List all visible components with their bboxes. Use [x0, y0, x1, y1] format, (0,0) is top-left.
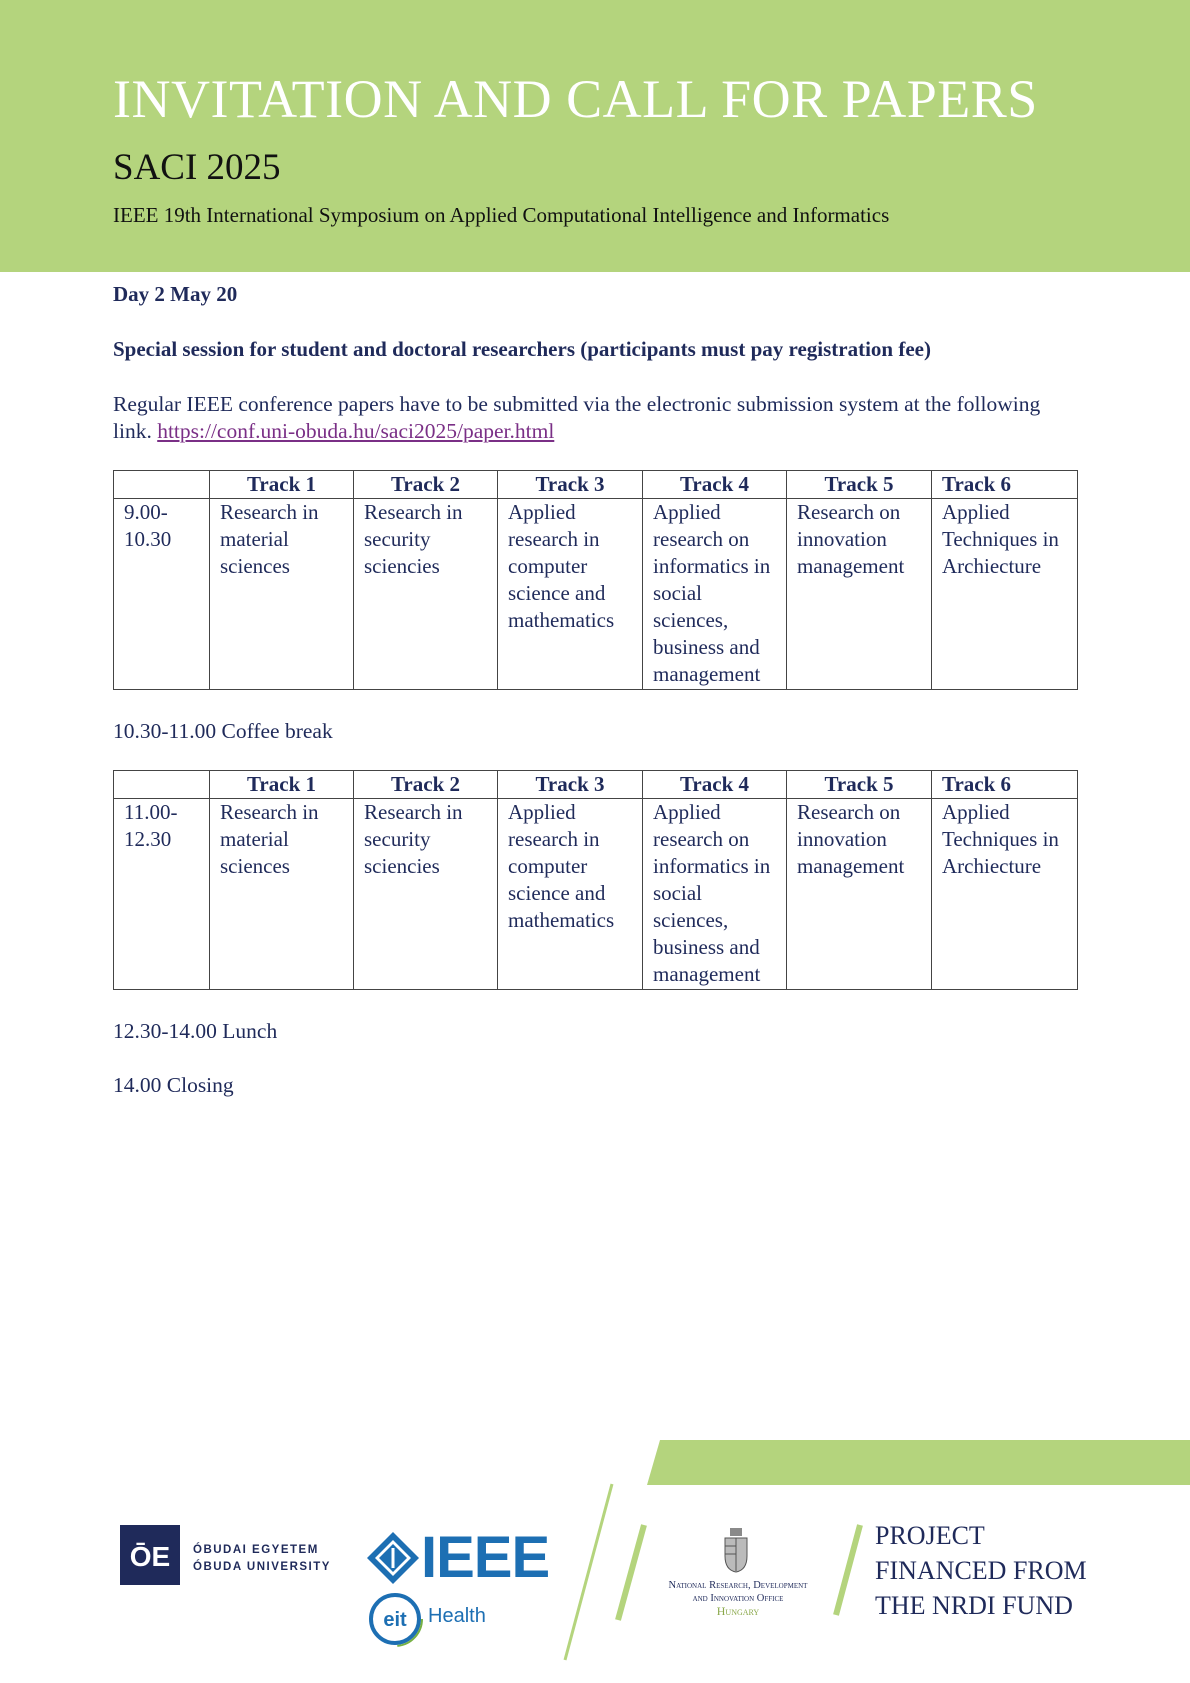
obuda-name-en: ÓBUDA UNIVERSITY: [193, 1561, 331, 1573]
track-cell: Research in material sciences: [210, 499, 354, 690]
ieee-diamond-icon: [365, 1530, 421, 1586]
track-header: Track 2: [354, 471, 498, 499]
nrdi-line-1: National Research, Development: [668, 1580, 808, 1591]
project-line-2: FINANCED FROM: [875, 1556, 1087, 1585]
submission-link[interactable]: https://conf.uni-obuda.hu/saci2025/paper.html: [157, 419, 555, 443]
footer-divider-3: [836, 1525, 860, 1615]
intro-text: Regular IEEE conference papers have to be submitted via the electronic submission system at the following link.: [113, 392, 1041, 443]
table-header-row: [114, 471, 1078, 499]
obuda-logo-mark: ŌE: [129, 1541, 171, 1572]
project-line-3: THE NRDI FUND: [875, 1591, 1073, 1620]
track-cell: Research on innovation management: [787, 499, 932, 690]
track-cell: Research on innovation management: [787, 799, 932, 990]
track-header: Track 2: [354, 771, 498, 799]
track-header: Track 1: [210, 471, 354, 499]
time-header: [114, 771, 210, 799]
session-time: 9.00-10.30: [114, 499, 210, 690]
session-time: 11.00-12.30: [114, 799, 210, 990]
nrdi-office-name: [648, 1579, 828, 1618]
conference-description: IEEE 19th International Symposium on Applied Computational Intelligence and Informatics: [113, 203, 890, 227]
footer-divider-2: [618, 1525, 644, 1620]
intro-paragraph: [113, 391, 1073, 445]
closing-note: 14.00 Closing: [113, 1073, 234, 1097]
eit-health-icon: [366, 1590, 424, 1648]
project-financing-note: [875, 1518, 1087, 1623]
table-header-row: [114, 771, 1078, 799]
track-cell: Applied research on informatics in social sciences, business and management: [643, 499, 787, 690]
track-cell: Applied research in computer science and mathematics: [498, 499, 643, 690]
project-line-1: PROJECT: [875, 1521, 985, 1550]
track-header: Track 4: [643, 471, 787, 499]
track-cell: Research in material sciences: [210, 799, 354, 990]
track-cell: Applied research in computer science and mathematics: [498, 799, 643, 990]
obuda-university-logo: [120, 1525, 180, 1585]
track-header: Track 3: [498, 771, 643, 799]
header-banner: [0, 0, 1190, 272]
special-session-heading: Special session for student and doctoral researchers (participants must pay registration fee): [113, 337, 931, 361]
coffee-break-note: 10.30-11.00 Coffee break: [113, 719, 333, 743]
day-heading: Day 2 May 20: [113, 282, 238, 306]
track-cell: Applied research on informatics in social sciences, business and management: [643, 799, 787, 990]
eit-logo-mark: eit: [383, 1609, 407, 1631]
track-header: Track 6: [932, 471, 1078, 499]
session-table-1: [113, 470, 1078, 690]
time-header: [114, 471, 210, 499]
table-row: [114, 499, 1078, 690]
track-header: Track 5: [787, 771, 932, 799]
eit-health-wordmark: Health: [428, 1605, 486, 1627]
track-cell: Research in security sciencies: [354, 799, 498, 990]
track-cell: Applied Techniques in Archiecture: [932, 799, 1078, 990]
track-header: Track 3: [498, 471, 643, 499]
table-row: [114, 799, 1078, 990]
track-cell: Applied Techniques in Archiecture: [932, 499, 1078, 690]
track-header: Track 5: [787, 471, 932, 499]
hungarian-crest-icon: [722, 1526, 750, 1574]
page-title: INVITATION AND CALL FOR PAPERS: [113, 69, 1038, 129]
footer-divider-1: [565, 1484, 612, 1660]
track-cell: Research in security sciencies: [354, 499, 498, 690]
nrdi-country: Hungary: [716, 1604, 760, 1618]
lunch-note: 12.30-14.00 Lunch: [113, 1019, 278, 1043]
obuda-university-name: [193, 1542, 331, 1576]
ieee-wordmark: IEEE: [421, 1525, 550, 1590]
obuda-name-hu: ÓBUDAI EGYETEM: [193, 1544, 319, 1556]
nrdi-line-2: and Innovation Office: [692, 1593, 784, 1604]
track-header: Track 1: [210, 771, 354, 799]
conference-name: SACI 2025: [113, 147, 281, 188]
footer-green-band: [647, 1440, 1190, 1485]
track-header: Track 4: [643, 771, 787, 799]
track-header: Track 6: [932, 771, 1078, 799]
session-table-2: [113, 770, 1078, 990]
